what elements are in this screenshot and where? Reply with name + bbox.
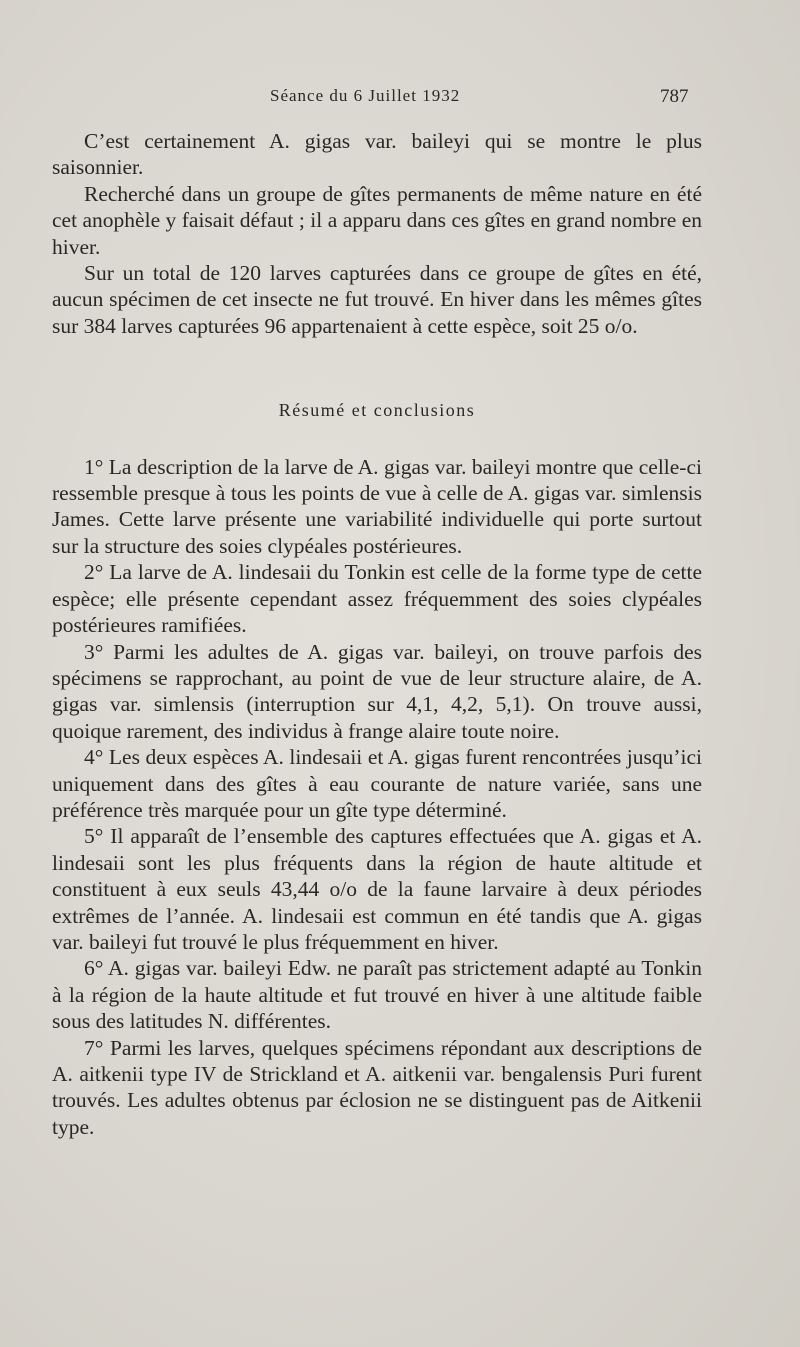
page-header	[0, 82, 800, 112]
section-heading: Résumé et conclusions	[278, 400, 476, 421]
conclusion-item: 4° Les deux espèces A. lindesaii et A. gigas furent rencontrées jusqu’ici uniquement dans des gîtes à eau courante de nature variée, sans une préférence très marquée pour un gîte type déterminé.	[52, 745, 702, 822]
conclusion-item: 5° Il apparaît de l’ensemble des captures effectuées que A. gigas et A. lindesaii sont les plus fréquents dans la région de haute altitude et constituent à eux seuls 43,44 o/o de la faune larvaire à deux périodes extrêmes de l’année. A. lindesaii est commun en été tandis que A. gigas var. baileyi fut trouvé le plus fréquemment en hiver.	[52, 824, 702, 954]
conclusion-item: 1° La description de la larve de A. gigas var. baileyi montre que celle-ci ressemble presque à tous les points de vue à celle de A. gigas var. simlensis James. Cette larve présente une variabilité individuelle qui porte surtout sur la structure des soies clypéales postérieures.	[52, 454, 702, 558]
paragraph: C’est certainement A. gigas var. baileyi qui se montre le plus saisonnier.	[52, 129, 702, 180]
conclusion-item: 2° La larve de A. lindesaii du Tonkin est celle de la forme type de cette espèce; elle présente cependant assez fréquemment des soies clypéales postérieures ramifiées.	[52, 560, 702, 638]
running-title: Séance du 6 Juillet 1932	[270, 86, 461, 105]
paragraph: Sur un total de 120 larves capturées dans ce groupe de gîtes en été, aucun spécimen de cet insecte ne fut trouvé. En hiver dans les mêmes gîtes sur 384 larves capturées 96 appartenaient à cette espèce, soit 25 o/o.	[52, 261, 702, 338]
conclusion-item: 7° Parmi les larves, quelques spécimens répondant aux descriptions de A. aitkenii type IV de Strickland et A. aitkenii var. bengalensis Puri furent trouvés. Les adultes obtenus par éclosion ne se distinguent pas de Aitkenii type.	[52, 1035, 702, 1139]
paragraph: Recherché dans un groupe de gîtes permanents de même nature en été cet anophèle y faisait défaut ; il a apparu dans ces gîtes en grand nombre en hiver.	[52, 181, 702, 259]
conclusion-item: 3° Parmi les adultes de A. gigas var. baileyi, on trouve parfois des spécimens se rapprochant, au point de vue de leur structure alaire, de A. gigas var. simlensis (interruption sur 4,1, 4,2, 5,1). On trouve aussi, quoique rarement, des individus à frange alaire toute noire.	[52, 639, 702, 743]
page-body	[52, 128, 702, 1140]
conclusion-item: 6° A. gigas var. baileyi Edw. ne paraît pas strictement adapté au Tonkin à la région de la haute altitude et fut trouvé en hiver à une altitude faible sous des latitudes N. différentes.	[52, 956, 702, 1034]
page-number: 787	[660, 86, 689, 107]
